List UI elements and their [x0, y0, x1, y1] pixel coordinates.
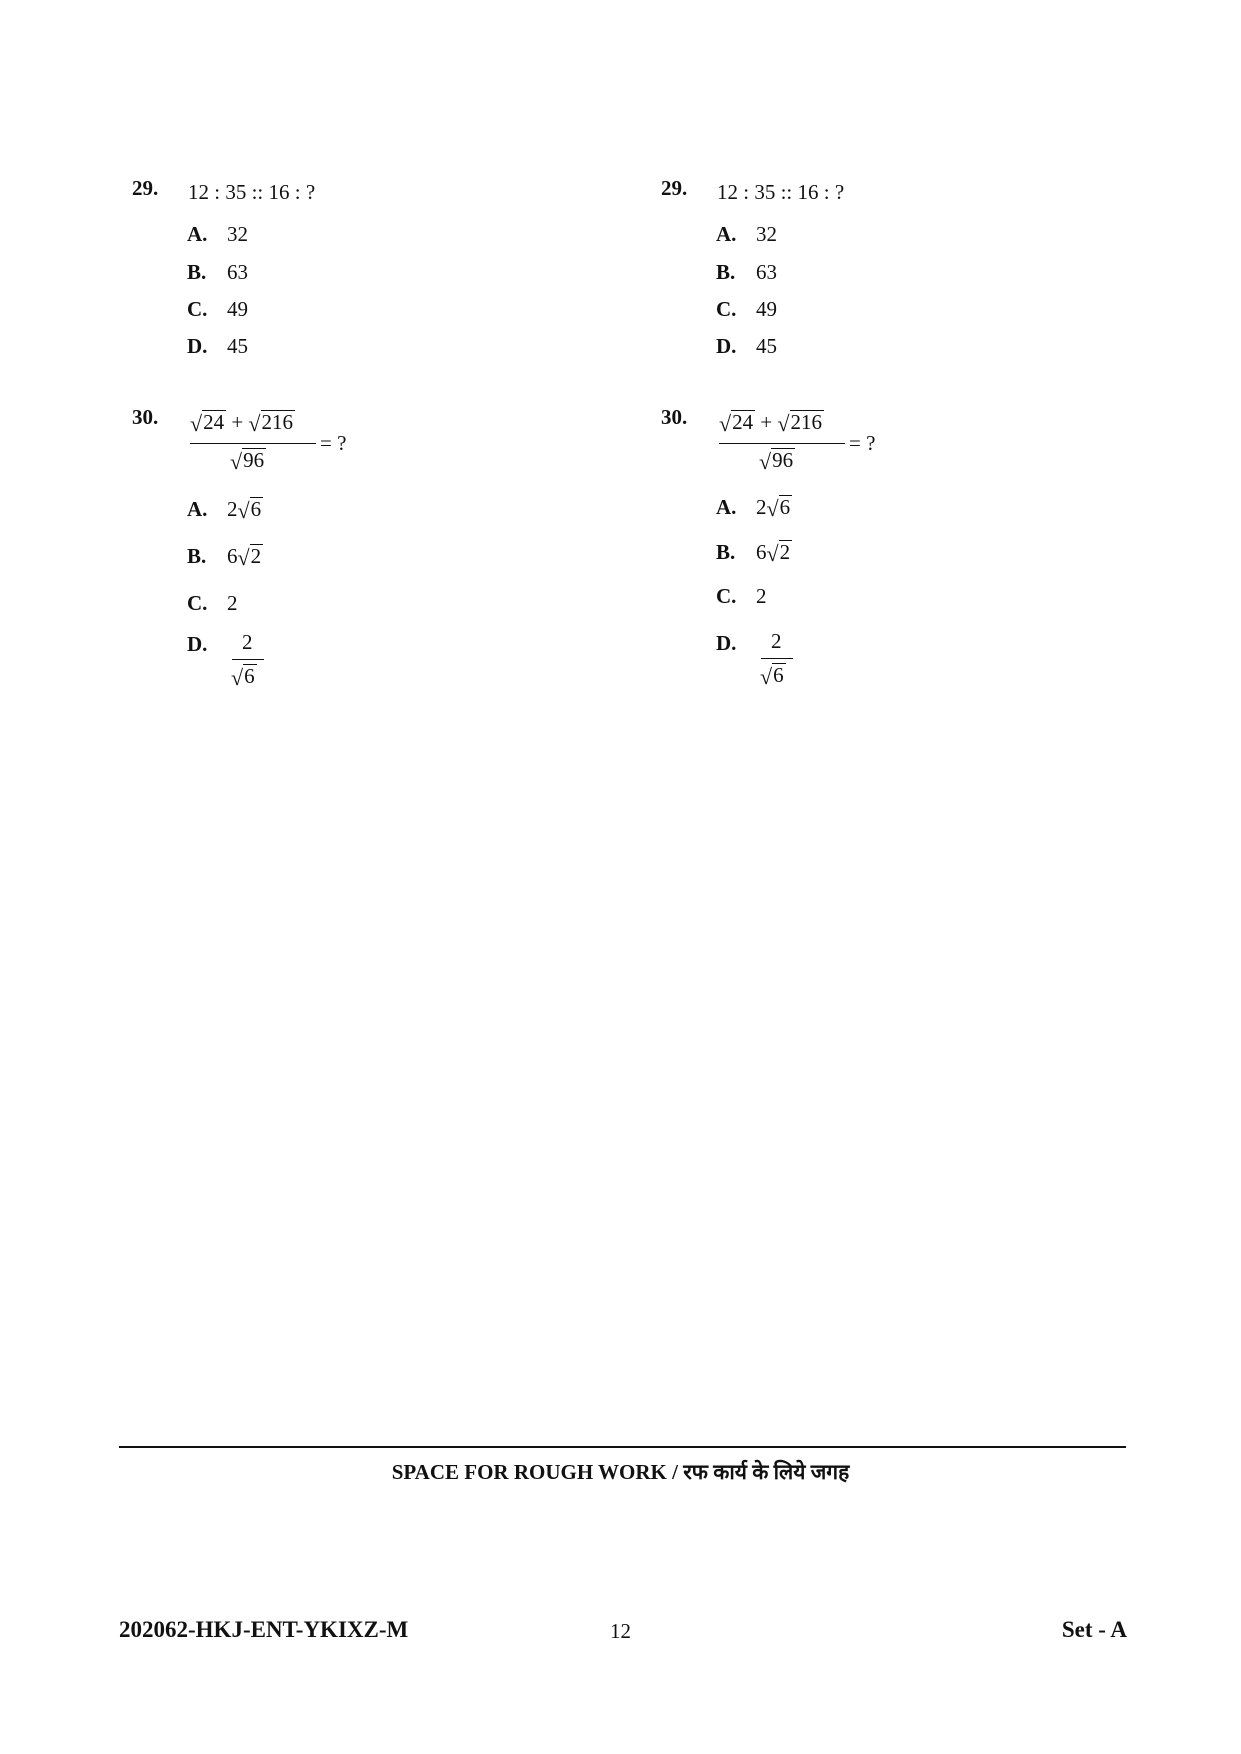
question-30-option-b	[716, 540, 792, 565]
option-value	[227, 497, 263, 522]
option-value: 49	[227, 297, 248, 321]
rough-work-divider	[119, 1446, 1126, 1448]
radicand: 6	[779, 495, 791, 519]
fraction-bar	[761, 658, 793, 659]
equals-question: = ?	[849, 431, 876, 455]
question-30-expression	[719, 408, 889, 478]
equals-question: = ?	[320, 431, 347, 455]
option-numerator: 2	[771, 629, 782, 653]
expression-numerator	[190, 410, 295, 435]
radical-sign: √	[237, 498, 250, 524]
option-numerator: 2	[242, 630, 253, 654]
option-label: C.	[187, 591, 208, 615]
radicand: 2	[779, 540, 791, 564]
option-value: 2	[227, 591, 238, 615]
option-value	[756, 495, 792, 520]
footer-booklet-code: 202062-HKJ-ENT-YKIXZ-M	[119, 1617, 409, 1642]
question-column-left	[0, 0, 520, 760]
question-29-option-b	[716, 260, 777, 285]
option-label: C.	[716, 297, 737, 321]
fraction-bar	[719, 443, 845, 444]
question-29-number: 29.	[661, 176, 688, 200]
radical	[760, 663, 786, 690]
radical	[248, 410, 295, 437]
radicand: 6	[244, 664, 255, 688]
radical-sign: √	[230, 449, 243, 475]
option-label: C.	[187, 297, 208, 321]
question-30-option-c	[716, 584, 767, 609]
option-value: 63	[227, 260, 248, 284]
radical	[237, 497, 264, 524]
question-30-option-a	[187, 497, 263, 522]
radical	[719, 410, 755, 437]
fraction-bar	[232, 659, 264, 660]
footer-set-label: Set - A	[1061, 1617, 1127, 1642]
question-30-number: 30.	[661, 405, 688, 429]
radical-sign: √	[760, 664, 773, 690]
question-29-option-d	[716, 334, 777, 359]
option-label: B.	[716, 540, 736, 565]
question-29-option-a	[187, 222, 248, 247]
radicand: 24	[732, 410, 754, 434]
option-label: D.	[716, 334, 737, 358]
question-column-right	[529, 0, 1049, 760]
question-30-number: 30.	[132, 405, 159, 429]
fraction-bar	[190, 443, 316, 444]
option-value: 45	[756, 334, 777, 358]
option-label: A.	[187, 497, 208, 522]
option-label: D.	[187, 632, 208, 656]
radical-sign: √	[766, 496, 779, 522]
question-29-number: 29.	[132, 176, 159, 200]
radicand: 2	[250, 544, 262, 568]
option-label: A.	[716, 222, 737, 246]
radicand: 96	[243, 448, 265, 472]
option-value	[756, 540, 792, 565]
plus-sign: +	[231, 410, 244, 435]
radicand: 6	[250, 497, 262, 521]
coefficient: 2	[227, 497, 238, 522]
radical	[230, 448, 266, 475]
radical	[231, 664, 257, 691]
footer-page-number: 12	[610, 1619, 631, 1643]
question-30-option-d	[716, 629, 816, 699]
radical	[759, 448, 795, 475]
option-denominator	[231, 664, 257, 689]
option-label: D.	[187, 334, 208, 358]
radical	[766, 540, 793, 567]
option-label: A.	[187, 222, 208, 246]
radicand: 216	[261, 410, 293, 434]
radical	[766, 495, 793, 522]
question-29-text: 12 : 35 :: 16 : ?	[717, 180, 845, 204]
option-label: C.	[716, 584, 737, 608]
radicand: 6	[773, 663, 784, 687]
question-30-expression	[190, 408, 360, 478]
option-label: D.	[716, 631, 737, 655]
question-29-option-a	[716, 222, 777, 247]
radical	[190, 410, 226, 437]
question-29-option-d	[187, 334, 248, 359]
question-29-option-c	[187, 297, 248, 322]
option-value: 63	[756, 260, 777, 284]
option-value: 45	[227, 334, 248, 358]
coefficient: 6	[227, 544, 238, 569]
question-29-option-b	[187, 260, 248, 285]
expression-denominator	[230, 448, 266, 473]
question-29-text: 12 : 35 :: 16 : ?	[188, 180, 316, 204]
radical-sign: √	[766, 541, 779, 567]
radical-sign: √	[248, 411, 261, 437]
option-value	[227, 544, 263, 569]
option-label: B.	[187, 544, 207, 569]
question-30-option-a	[716, 495, 792, 520]
radical-sign: √	[237, 545, 250, 571]
expression-numerator	[719, 410, 824, 435]
radicand: 96	[772, 448, 794, 472]
option-value: 32	[227, 222, 248, 246]
option-denominator	[760, 663, 786, 688]
option-label: B.	[716, 260, 736, 284]
option-value: 32	[756, 222, 777, 246]
radical-sign: √	[777, 411, 790, 437]
option-value: 2	[756, 584, 767, 608]
radical-sign: √	[759, 449, 772, 475]
radical	[237, 544, 264, 571]
radical-sign: √	[231, 665, 244, 691]
expression-denominator	[759, 448, 795, 473]
radical-sign: √	[719, 411, 732, 437]
radical-sign: √	[190, 411, 203, 437]
option-label: A.	[716, 495, 737, 520]
coefficient: 6	[756, 540, 767, 565]
question-29-option-c	[716, 297, 777, 322]
question-30-option-b	[187, 544, 263, 569]
option-label: B.	[187, 260, 207, 284]
question-30-option-d	[187, 630, 287, 700]
radicand: 216	[790, 410, 822, 434]
coefficient: 2	[756, 495, 767, 520]
radical	[777, 410, 824, 437]
plus-sign: +	[760, 410, 773, 435]
option-value: 49	[756, 297, 777, 321]
question-30-option-c	[187, 591, 238, 616]
rough-work-heading: SPACE FOR ROUGH WORK / रफ कार्य के लिये जगह	[391, 1460, 850, 1484]
radicand: 24	[203, 410, 225, 434]
